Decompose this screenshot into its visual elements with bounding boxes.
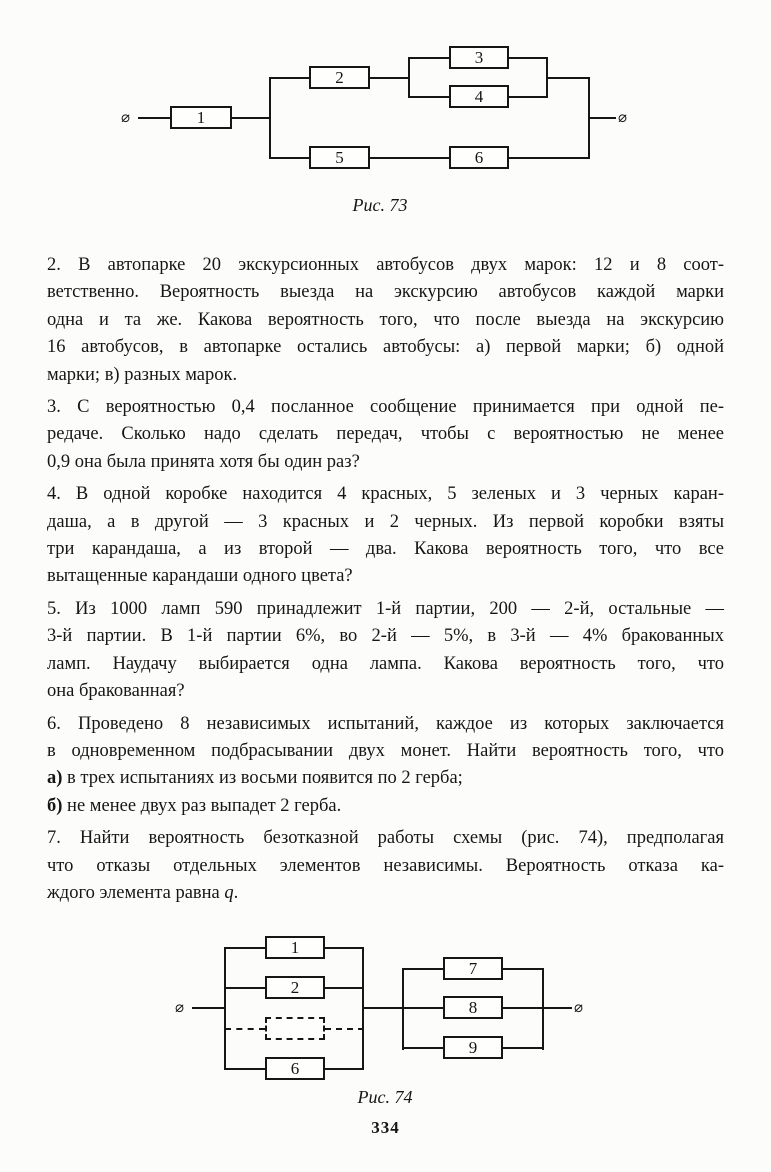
element-box-2: 2: [265, 976, 325, 999]
wire: [408, 57, 450, 59]
wire: [402, 1047, 443, 1049]
problem-line: марки; в) разных марок.: [47, 364, 238, 385]
wire: [508, 96, 548, 98]
problem-line: 3. С вероятностью 0,4 посланное сообщение принимается при одной пе-: [47, 397, 724, 418]
element-box-4: 4: [449, 85, 509, 108]
wire: [270, 157, 310, 159]
wire: [362, 947, 364, 1070]
problem-line: 0,9 она была принята хотя бы один раз?: [47, 451, 360, 472]
wire: [503, 968, 544, 970]
problem-line: 5. Из 1000 ламп 590 принадлежит 1-й партии, 200 — 2-й, остальные —: [47, 598, 724, 619]
element-box-6: 6: [449, 146, 509, 169]
dashed-wire: [225, 1028, 265, 1030]
problem-line: три карандаша, а из второй — два. Какова вероятность того, что все: [47, 539, 724, 560]
wire: [269, 77, 271, 159]
wire: [225, 947, 265, 949]
problem-line: 4. В одной коробке находится 4 красных, 5 зеленых и 3 черных каран-: [47, 484, 724, 505]
problem-line: редаче. Сколько надо сделать передач, чтобы с вероятностью не менее: [47, 424, 724, 445]
wire: [402, 968, 443, 970]
problem-7: [47, 825, 724, 907]
problem-item-b: [47, 793, 724, 820]
problem-line: 3-й партии. В 1-й партии 6%, во 2-й — 5%, в 3-й — 4% бракованных: [47, 626, 724, 647]
wire: [325, 947, 364, 949]
element-box-8: 8: [443, 996, 503, 1019]
problem-line: 2. В автопарке 20 экскурсионных автобусов двух марок: 12 и 8 соот-: [47, 255, 724, 275]
wire: [542, 968, 544, 1050]
wire: [232, 117, 270, 119]
problem-3: [47, 394, 724, 476]
wire: [546, 77, 590, 79]
terminal-icon: ⌀: [175, 998, 185, 1016]
line-text: ждого элемента равна: [47, 882, 225, 903]
wire: [408, 57, 410, 98]
dashed-placeholder-box: [265, 1017, 325, 1040]
wire: [225, 1068, 265, 1070]
problems-text: [47, 252, 724, 912]
element-box-9: 9: [443, 1036, 503, 1059]
wire: [270, 77, 310, 79]
wire: [508, 157, 590, 159]
item-label: б): [47, 795, 63, 816]
element-box-1: 1: [265, 936, 325, 959]
page-number: 334: [371, 1118, 400, 1137]
item-label: а): [47, 768, 63, 789]
element-box-6: 6: [265, 1057, 325, 1080]
wire: [225, 987, 265, 989]
wire: [546, 57, 548, 98]
figure-74-caption: Рис. 74: [357, 1087, 413, 1107]
element-box-2: 2: [309, 66, 370, 89]
problem-line: даша, а в другой — 3 красных и 2 черных. Из первой коробки взяты: [47, 511, 724, 532]
problem-line: 7. Найти вероятность безотказной работы схемы (рис. 74), предполагая: [47, 828, 724, 849]
line-text: .: [233, 882, 239, 903]
wire: [402, 968, 404, 1050]
problem-2: [47, 252, 724, 389]
wire: [138, 117, 170, 119]
terminal-icon: ⌀: [574, 998, 584, 1016]
problem-line: в одновременном подбрасывании двух монет. Найти вероятность того, что: [47, 740, 724, 761]
item-text: не менее двух раз выпадет 2 герба.: [62, 795, 342, 816]
problem-line: [47, 880, 724, 907]
element-box-3: 3: [449, 46, 509, 69]
wire: [224, 947, 226, 1070]
wire: [508, 57, 548, 59]
wire: [402, 1007, 443, 1009]
wire: [408, 96, 450, 98]
wire: [325, 987, 364, 989]
problem-line: 16 автобусов, в автопарке остались автобусы: а) первой марки; б) одной: [47, 337, 724, 358]
problem-6: [47, 711, 724, 821]
wire: [362, 1007, 404, 1009]
element-box-5: 5: [309, 146, 370, 169]
element-box-7: 7: [443, 957, 503, 980]
problem-item-a: [47, 765, 724, 792]
problem-line: вытащенные карандаши одного цвета?: [47, 566, 353, 587]
wire: [369, 157, 450, 159]
wire: [325, 1068, 364, 1070]
variable-q: q: [224, 882, 234, 903]
dashed-wire: [325, 1028, 364, 1030]
problem-5: [47, 596, 724, 706]
wire: [369, 77, 410, 79]
figure-73-caption: Рис. 73: [352, 195, 408, 215]
wire: [503, 1007, 544, 1009]
problem-line: она бракованная?: [47, 681, 185, 702]
wire: [192, 1007, 226, 1009]
wire: [542, 1007, 572, 1009]
problem-line: ламп. Наудачу выбирается одна лампа. Какова вероятность того, что: [47, 653, 724, 674]
problem-line: 6. Проведено 8 независимых испытаний, каждое из которых заключается: [47, 713, 724, 734]
element-box-1: 1: [170, 106, 232, 129]
wire: [503, 1047, 544, 1049]
terminal-icon: ⌀: [618, 108, 628, 126]
problem-line: одна и та же. Какова вероятность того, что после выезда на экскурсию: [47, 309, 724, 330]
problem-line: что отказы отдельных элементов независимы. Вероятность отказа ка-: [47, 855, 724, 876]
wire: [588, 77, 590, 159]
problem-4: [47, 481, 724, 591]
problem-line: ветственно. Вероятность выезда на экскурсию автобусов каждой марки: [47, 282, 724, 303]
terminal-icon: ⌀: [121, 108, 131, 126]
item-text: в трех испытаниях из восьми появится по 2 герба;: [62, 768, 463, 789]
wire: [588, 117, 616, 119]
